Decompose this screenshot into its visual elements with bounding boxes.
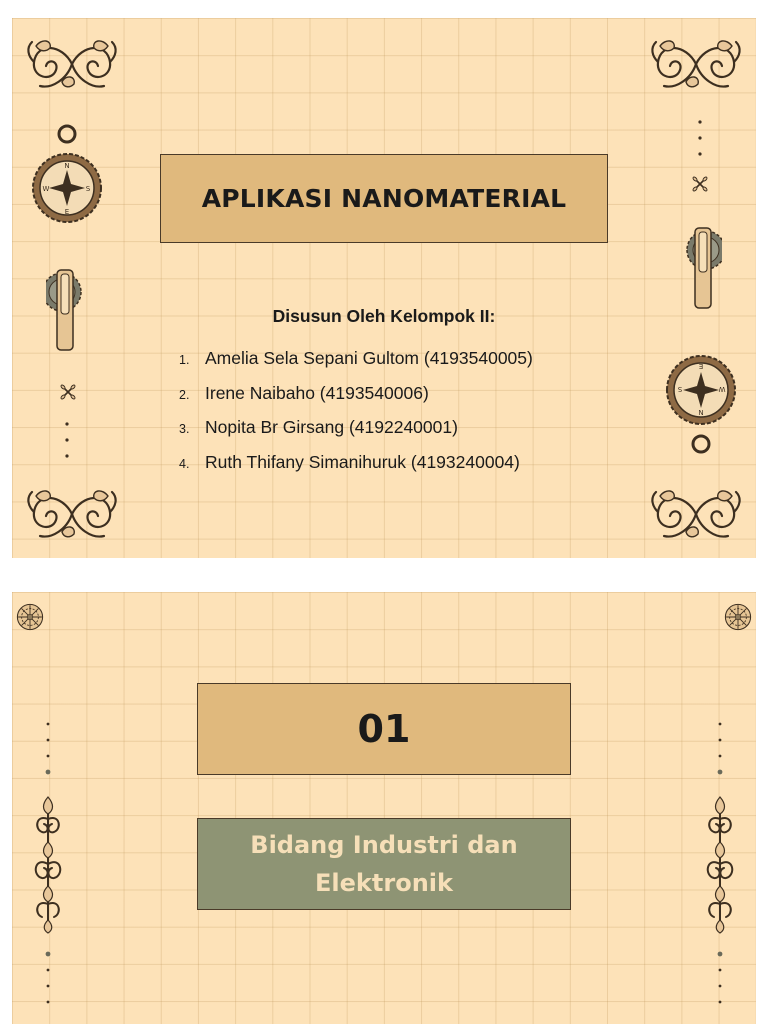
svg-text:S: S: [677, 385, 683, 393]
gear-slider-icon: [678, 222, 722, 312]
cross-icon: [690, 174, 710, 194]
section-topic: Bidang Industri dan Elektronik: [250, 831, 518, 897]
swirl-ornament-icon: [646, 482, 746, 546]
list-number: 4.: [179, 456, 190, 471]
svg-text:N: N: [698, 408, 704, 416]
list-number: 3.: [179, 422, 190, 436]
section-number-box: [197, 683, 571, 775]
title-box: [160, 154, 608, 243]
slide-title: [12, 18, 756, 558]
list-item: [179, 348, 533, 383]
compass-icon: [664, 336, 738, 456]
vine-ornament-icon: [700, 794, 740, 934]
mandala-icon: [724, 598, 752, 636]
svg-text:S: S: [85, 185, 91, 193]
dots-icon: [717, 720, 723, 776]
member-name: Ruth Thifany Simanihuruk (4193240004): [205, 451, 520, 472]
member-name: Irene Naibaho (4193540006): [205, 382, 429, 403]
svg-text:N: N: [64, 162, 70, 170]
svg-text:W: W: [42, 185, 50, 193]
svg-text:E: E: [64, 208, 70, 216]
svg-text:E: E: [698, 362, 704, 370]
member-name: Nopita Br Girsang (4192240001): [205, 417, 458, 437]
list-item: [179, 383, 533, 418]
dots-icon: [64, 420, 70, 460]
cross-icon: [58, 382, 78, 402]
vine-ornament-icon: [28, 794, 68, 934]
list-number: 2.: [179, 387, 190, 402]
swirl-ornament-icon: [22, 482, 122, 546]
svg-text:W: W: [718, 385, 726, 393]
author-heading: Disusun Oleh Kelompok II:: [272, 306, 496, 326]
list-item: [179, 417, 533, 452]
list-number: 1.: [179, 353, 190, 367]
dots-icon: [45, 950, 51, 1006]
slide-section: [12, 592, 756, 1024]
member-name: Amelia Sela Sepani Gultom (4193540005): [205, 348, 533, 368]
swirl-ornament-icon: [646, 32, 746, 96]
member-list: [179, 348, 533, 486]
swirl-ornament-icon: [22, 32, 122, 96]
list-item: [179, 452, 533, 487]
page-title: APLIKASI NANOMATERIAL: [201, 184, 567, 213]
compass-icon: [30, 122, 104, 242]
dots-icon: [45, 720, 51, 776]
mandala-icon: [16, 598, 44, 636]
section-topic-box: [197, 818, 571, 910]
section-number: 01: [357, 707, 411, 751]
dots-icon: [697, 118, 703, 158]
dots-icon: [717, 950, 723, 1006]
